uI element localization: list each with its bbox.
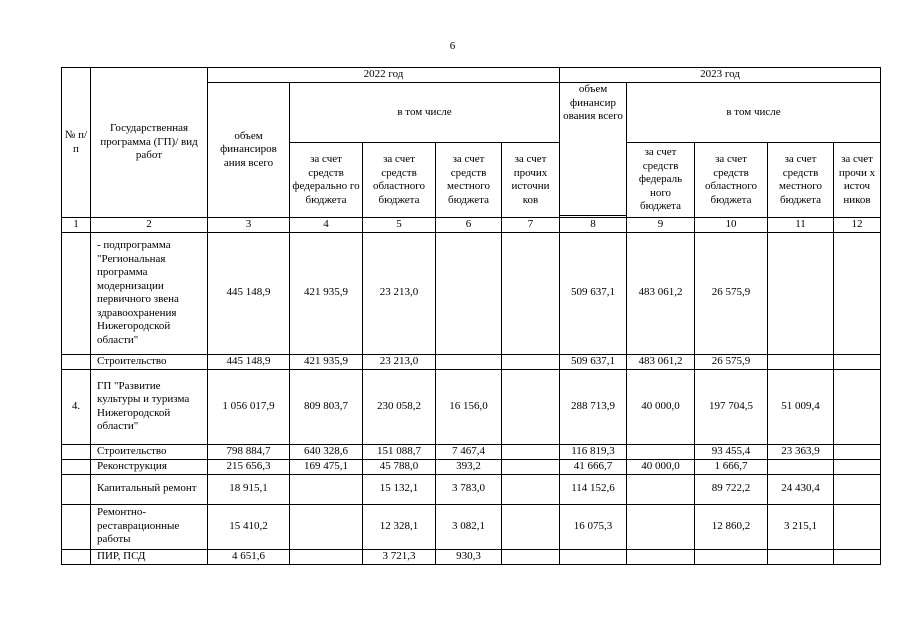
- cell-federal-2022: 640 328,6: [290, 444, 363, 459]
- row-number: 4.: [62, 369, 91, 444]
- header-including-2023: в том числе: [627, 83, 881, 143]
- table-row: [62, 354, 881, 369]
- cell-federal-2023: [627, 444, 695, 459]
- cell-total-2023: 16 075,3: [560, 504, 627, 549]
- cell-other-2022: [502, 369, 560, 444]
- cell-regional-2022: 3 721,3: [363, 549, 436, 564]
- cell-total-2023: 116 819,3: [560, 444, 627, 459]
- header-other-2022: за счет прочих источни ков: [502, 143, 560, 218]
- cell-federal-2022: [290, 549, 363, 564]
- row-number: [62, 504, 91, 549]
- row-name: Ремонтно-реставрационные работы: [91, 504, 208, 549]
- cell-local-2023: [768, 549, 834, 564]
- column-number: 10: [695, 218, 768, 233]
- cell-regional-2022: 15 132,1: [363, 474, 436, 504]
- cell-other-2023: [834, 459, 881, 474]
- header-total-2023: объем финансир ования всего: [560, 83, 627, 216]
- cell-local-2022: 3 082,1: [436, 504, 502, 549]
- cell-federal-2022: 421 935,9: [290, 354, 363, 369]
- cell-federal-2023: 483 061,2: [627, 232, 695, 354]
- cell-regional-2022: 23 213,0: [363, 354, 436, 369]
- cell-total-2023: 509 637,1: [560, 232, 627, 354]
- column-number: 3: [208, 218, 290, 233]
- cell-regional-2022: 151 088,7: [363, 444, 436, 459]
- cell-total-2022: 1 056 017,9: [208, 369, 290, 444]
- header-federal-2022: за счет средств федерально го бюджета: [290, 143, 363, 218]
- cell-other-2022: [502, 232, 560, 354]
- column-number: 5: [363, 218, 436, 233]
- header-federal-2023: за счет средств федераль ного бюджета: [627, 143, 695, 218]
- row-name: Реконструкция: [91, 459, 208, 474]
- cell-local-2023: 24 430,4: [768, 474, 834, 504]
- cell-total-2023: 509 637,1: [560, 354, 627, 369]
- cell-local-2023: [768, 459, 834, 474]
- cell-other-2023: [834, 504, 881, 549]
- cell-total-2022: 798 884,7: [208, 444, 290, 459]
- page-number: 6: [449, 40, 456, 52]
- column-number: 6: [436, 218, 502, 233]
- cell-local-2022: [436, 354, 502, 369]
- header-total-2022: объем финансиров ания всего: [208, 83, 290, 218]
- cell-local-2023: 51 009,4: [768, 369, 834, 444]
- header-no: № п/п: [62, 68, 91, 218]
- row-name: Строительство: [91, 444, 208, 459]
- cell-total-2022: 445 148,9: [208, 232, 290, 354]
- header-other-2023: за счет прочи х источ ников: [834, 143, 881, 218]
- column-number: 11: [768, 218, 834, 233]
- cell-regional-2022: 45 788,0: [363, 459, 436, 474]
- cell-local-2022: 3 783,0: [436, 474, 502, 504]
- header-regional-2023: за счет средств областного бюджета: [695, 143, 768, 218]
- cell-regional-2023: 197 704,5: [695, 369, 768, 444]
- cell-total-2023: [560, 549, 627, 564]
- header-regional-2022: за счет средств областного бюджета: [363, 143, 436, 218]
- cell-regional-2023: 89 722,2: [695, 474, 768, 504]
- cell-federal-2022: 169 475,1: [290, 459, 363, 474]
- column-number: 1: [62, 218, 91, 233]
- cell-local-2022: 16 156,0: [436, 369, 502, 444]
- cell-total-2022: 18 915,1: [208, 474, 290, 504]
- cell-local-2022: 393,2: [436, 459, 502, 474]
- cell-regional-2023: 1 666,7: [695, 459, 768, 474]
- cell-other-2023: [834, 444, 881, 459]
- cell-total-2022: 15 410,2: [208, 504, 290, 549]
- row-number: [62, 232, 91, 354]
- cell-total-2023: 288 713,9: [560, 369, 627, 444]
- header-program: Государственная программа (ГП)/ вид работ: [91, 68, 208, 218]
- cell-local-2022: 930,3: [436, 549, 502, 564]
- cell-other-2022: [502, 459, 560, 474]
- row-name: Капитальный ремонт: [91, 474, 208, 504]
- cell-local-2023: [768, 354, 834, 369]
- cell-total-2022: 4 651,6: [208, 549, 290, 564]
- cell-federal-2023: [627, 474, 695, 504]
- cell-local-2023: [768, 232, 834, 354]
- table-row: [62, 474, 881, 504]
- row-number: [62, 549, 91, 564]
- cell-total-2023: 114 152,6: [560, 474, 627, 504]
- column-number-row: [62, 218, 881, 233]
- cell-other-2022: [502, 549, 560, 564]
- header-year-2023: 2023 год: [560, 68, 881, 83]
- row-number: [62, 459, 91, 474]
- cell-federal-2022: 809 803,7: [290, 369, 363, 444]
- table-row: [62, 369, 881, 444]
- column-number: 2: [91, 218, 208, 233]
- cell-federal-2022: [290, 474, 363, 504]
- cell-other-2023: [834, 474, 881, 504]
- cell-local-2022: [436, 232, 502, 354]
- cell-total-2022: 445 148,9: [208, 354, 290, 369]
- table-row: [62, 504, 881, 549]
- cell-regional-2022: 230 058,2: [363, 369, 436, 444]
- header-row-years: [62, 68, 881, 83]
- cell-total-2022: 215 656,3: [208, 459, 290, 474]
- cell-regional-2022: 23 213,0: [363, 232, 436, 354]
- row-number: [62, 354, 91, 369]
- cell-federal-2023: 40 000,0: [627, 369, 695, 444]
- cell-federal-2023: [627, 504, 695, 549]
- cell-federal-2022: [290, 504, 363, 549]
- cell-local-2022: 7 467,4: [436, 444, 502, 459]
- cell-local-2023: 3 215,1: [768, 504, 834, 549]
- row-name: ГП "Развитие культуры и туризма Нижегородской области": [91, 369, 208, 444]
- row-name: ПИР, ПСД: [91, 549, 208, 564]
- cell-federal-2023: [627, 549, 695, 564]
- header-local-2022: за счет средств местного бюджета: [436, 143, 502, 218]
- table-row: [62, 549, 881, 564]
- column-number: 9: [627, 218, 695, 233]
- table-row: [62, 232, 881, 354]
- cell-total-2023: 41 666,7: [560, 459, 627, 474]
- cell-other-2022: [502, 354, 560, 369]
- cell-other-2023: [834, 354, 881, 369]
- cell-regional-2022: 12 328,1: [363, 504, 436, 549]
- cell-other-2023: [834, 369, 881, 444]
- column-number: 12: [834, 218, 881, 233]
- table-row: [62, 444, 881, 459]
- cell-federal-2023: 40 000,0: [627, 459, 695, 474]
- cell-other-2022: [502, 474, 560, 504]
- table-row: [62, 459, 881, 474]
- cell-federal-2023: 483 061,2: [627, 354, 695, 369]
- cell-regional-2023: 93 455,4: [695, 444, 768, 459]
- cell-other-2023: [834, 549, 881, 564]
- cell-other-2023: [834, 232, 881, 354]
- cell-federal-2022: 421 935,9: [290, 232, 363, 354]
- cell-other-2022: [502, 444, 560, 459]
- cell-regional-2023: 12 860,2: [695, 504, 768, 549]
- column-number: 7: [502, 218, 560, 233]
- row-name: - подпрограмма "Региональная программа модернизации первичного звена здравоохранения Нижегородской области": [91, 232, 208, 354]
- financing-table: [61, 67, 881, 565]
- row-number: [62, 444, 91, 459]
- cell-regional-2023: [695, 549, 768, 564]
- header-local-2023: за счет средств местного бюджета: [768, 143, 834, 218]
- cell-local-2023: 23 363,9: [768, 444, 834, 459]
- header-including-2022: в том числе: [290, 83, 560, 143]
- cell-regional-2023: 26 575,9: [695, 354, 768, 369]
- cell-other-2022: [502, 504, 560, 549]
- column-number: 8: [560, 218, 627, 233]
- cell-regional-2023: 26 575,9: [695, 232, 768, 354]
- column-number: 4: [290, 218, 363, 233]
- header-year-2022: 2022 год: [208, 68, 560, 83]
- row-number: [62, 474, 91, 504]
- row-name: Строительство: [91, 354, 208, 369]
